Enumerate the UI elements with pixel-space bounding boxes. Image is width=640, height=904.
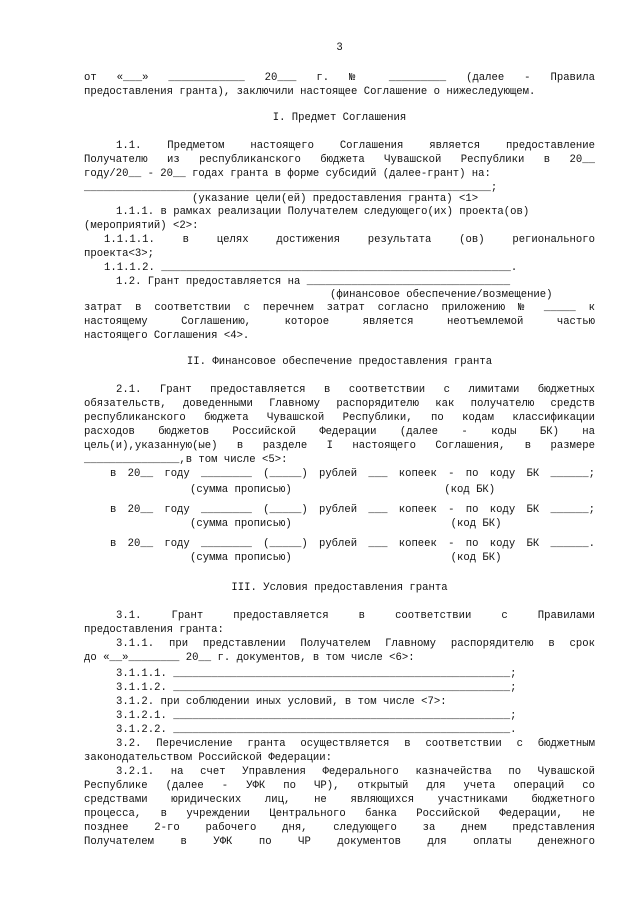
text-line: настоящему Соглашению, которое является неотъемлемой частью: [84, 316, 595, 328]
text-line: от «___» ____________ 20___ г. № _________ (далее - Правила: [84, 72, 595, 84]
text-line: (сумма прописью) (код БК): [190, 518, 502, 530]
text-line: предоставления гранта), заключили настоящее Соглашение о нижеследующем.: [84, 86, 536, 98]
text-line: обязательств, доведенными Главному распорядителю как получателю средств: [84, 398, 595, 410]
text-line: 3.2.1. на счет Управления Федерального казначейства по Чувашской: [116, 766, 595, 778]
text-line: 2.1. Грант предоставляется в соответствии с лимитами бюджетных: [116, 384, 595, 396]
text-line: 1.1. Предметом настоящего Соглашения является предоставление: [116, 140, 595, 152]
section-heading: I. Предмет Соглашения: [272, 112, 407, 124]
text-line: Получателю из республиканского бюджета Чувашской Республики в 20__: [84, 154, 595, 166]
text-line: 1.1.1.2. _______________________________________________________.: [104, 262, 518, 274]
text-line: (сумма прописью) (код БК): [190, 552, 502, 564]
text-line: в 20__ году ________ (_____) рублей ___ копеек - по коду БК ______;: [110, 504, 595, 516]
text-line: (указание цели(ей) предоставления гранта) <1>: [192, 193, 479, 205]
text-line: Получателем в УФК по ЧР документов для оплаты денежного: [84, 836, 595, 848]
text-line: 3.1.2.1. _____________________________________________________;: [116, 710, 517, 722]
text-line: настоящего Соглашения <4>.: [84, 330, 250, 342]
text-line: цель(и),указанную(ые) в разделе I настоящего Соглашения, в размере: [84, 440, 595, 452]
text-line: 3.2. Перечисление гранта осуществляется в соответствии с бюджетным: [116, 738, 595, 750]
text-line: республиканского бюджета Чувашской Республики, по кодам классификации: [84, 412, 595, 424]
text-line: 3.1. Грант предоставляется в соответствии с Правилами: [116, 610, 595, 622]
text-line: в 20__ году ________ (_____) рублей ___ копеек - по коду БК ______.: [110, 538, 595, 550]
text-line: (мероприятий) <2>:: [84, 220, 199, 232]
text-line: 1.2. Грант предоставляется на ________________________________: [116, 276, 511, 288]
text-line: 3.1.2. при соблюдении иных условий, в том числе <7>:: [116, 696, 447, 708]
text-line: (сумма прописью) (код БК): [190, 484, 496, 496]
text-line: (финансовое обеспечение/возмещение): [330, 289, 553, 301]
text-line: 1.1.1.1. в целях достижения результата (ов) регионального: [104, 234, 595, 246]
text-line: году/20__ - 20__ годах гранта в форме субсидий (далее-грант) на:: [84, 168, 491, 180]
text-line: затрат в соответствии с перечнем затрат согласно приложению № _____ к: [84, 302, 595, 314]
section-heading: II. Финансовое обеспечение предоставления гранта: [186, 356, 493, 368]
text-line: законодательством Российской Федерации:: [84, 752, 332, 764]
text-line: до «__»________ 20__ г. документов, в том числе <6>:: [84, 652, 415, 664]
text-line: 1.1.1. в рамках реализации Получателем следующего(их) проекта(ов): [116, 206, 530, 218]
text-line: позднее 2-го рабочего дня, следующего за днем представления: [84, 822, 595, 834]
text-line: средствами юридических лиц, не являющихся участниками бюджетного: [84, 794, 595, 806]
text-line: в 20__ году ________ (_____) рублей ___ копеек - по коду БК ______;: [110, 468, 595, 480]
text-line: _______________,в том числе <5>:: [84, 454, 288, 466]
page-number: 3: [336, 42, 343, 54]
text-line: Республике (далее - УФК по ЧР), открытый для учета операций со: [84, 780, 595, 792]
text-line: проекта<3>;: [84, 248, 154, 260]
text-line: расходов бюджетов Российской Федерации (далее - коды БК) на: [84, 426, 595, 438]
text-line: 3.1.1. при представлении Получателем Главному распорядителю в срок: [116, 638, 595, 650]
text-line: предоставления гранта:: [84, 624, 224, 636]
text-line: 3.1.1.1. _____________________________________________________;: [116, 668, 517, 680]
text-line: 3.1.2.2. _____________________________________________________.: [116, 724, 517, 736]
text-line: 3.1.1.2. _____________________________________________________;: [116, 682, 517, 694]
text-line: процесса, в учреждении Центрального банка Российской Федерации, не: [84, 808, 595, 820]
text-line: ________________________________________________________________;: [84, 182, 498, 194]
section-heading: III. Условия предоставления гранта: [231, 582, 448, 594]
